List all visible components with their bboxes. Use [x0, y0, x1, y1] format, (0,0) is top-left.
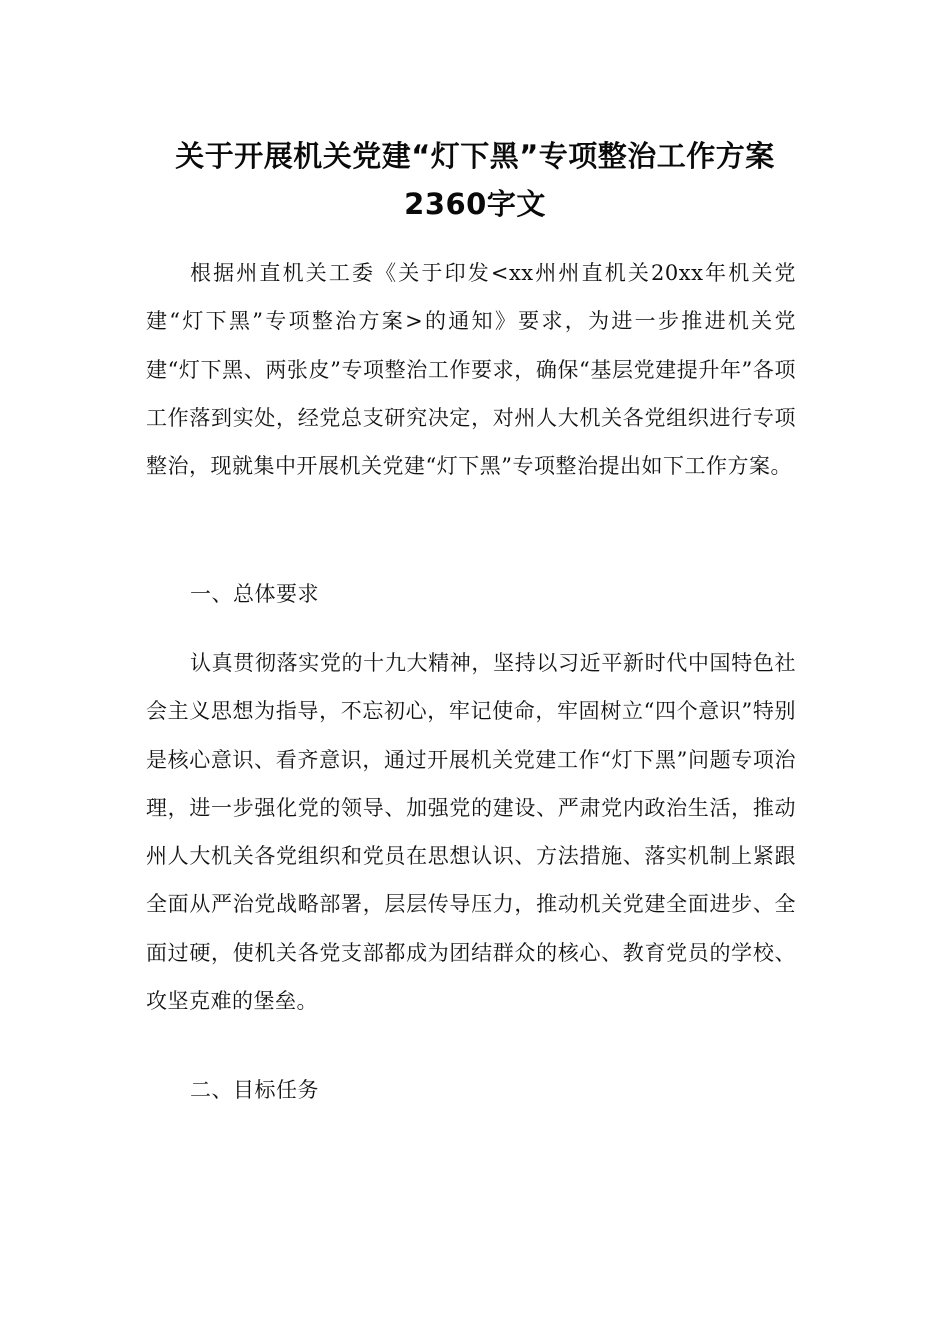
intro-paragraph: 根据州直机关工委《关于印发<xx州州直机关20xx年机关党建“灯下黑”专项整治方案>的通知》要求，为进一步推进机关党建“灯下黑、两张皮”专项整治工作要求，确保“基层党建提升年”各项工作落到实处，经党总支研究决定，对州人大机关各党组织进行专项整治，现就集中开展机关党建“灯下黑”专项整治提出如下工作方案。 — [146, 261, 796, 479]
general-requirements-paragraph: 认真贯彻落实党的十九大精神，坚持以习近平新时代中国特色社会主义思想为指导，不忘初心，牢记使命，牢固树立“四个意识”特别是核心意识、看齐意识，通过开展机关党建工作“灯下黑”问题专项治理，进一步强化党的领导、加强党的建设、严肃党内政治生活，推动州人大机关各党组织和党员在思想认识、方法措施、落实机制上紧跟全面从严治党战略部署，层层传导压力，推动机关党建全面进步、全面过硬，使机关各党支部都成为团结群众的核心、教育党员的学校、攻坚克难的堡垒。 — [146, 651, 796, 1014]
document-subtitle: 2360字文 — [404, 187, 546, 221]
section-heading-general-requirements: 一、总体要求 — [190, 582, 319, 606]
document-title: 关于开展机关党建“灯下黑”专项整治工作方案 — [175, 139, 775, 173]
section-heading-goals-tasks: 二、目标任务 — [190, 1078, 319, 1102]
